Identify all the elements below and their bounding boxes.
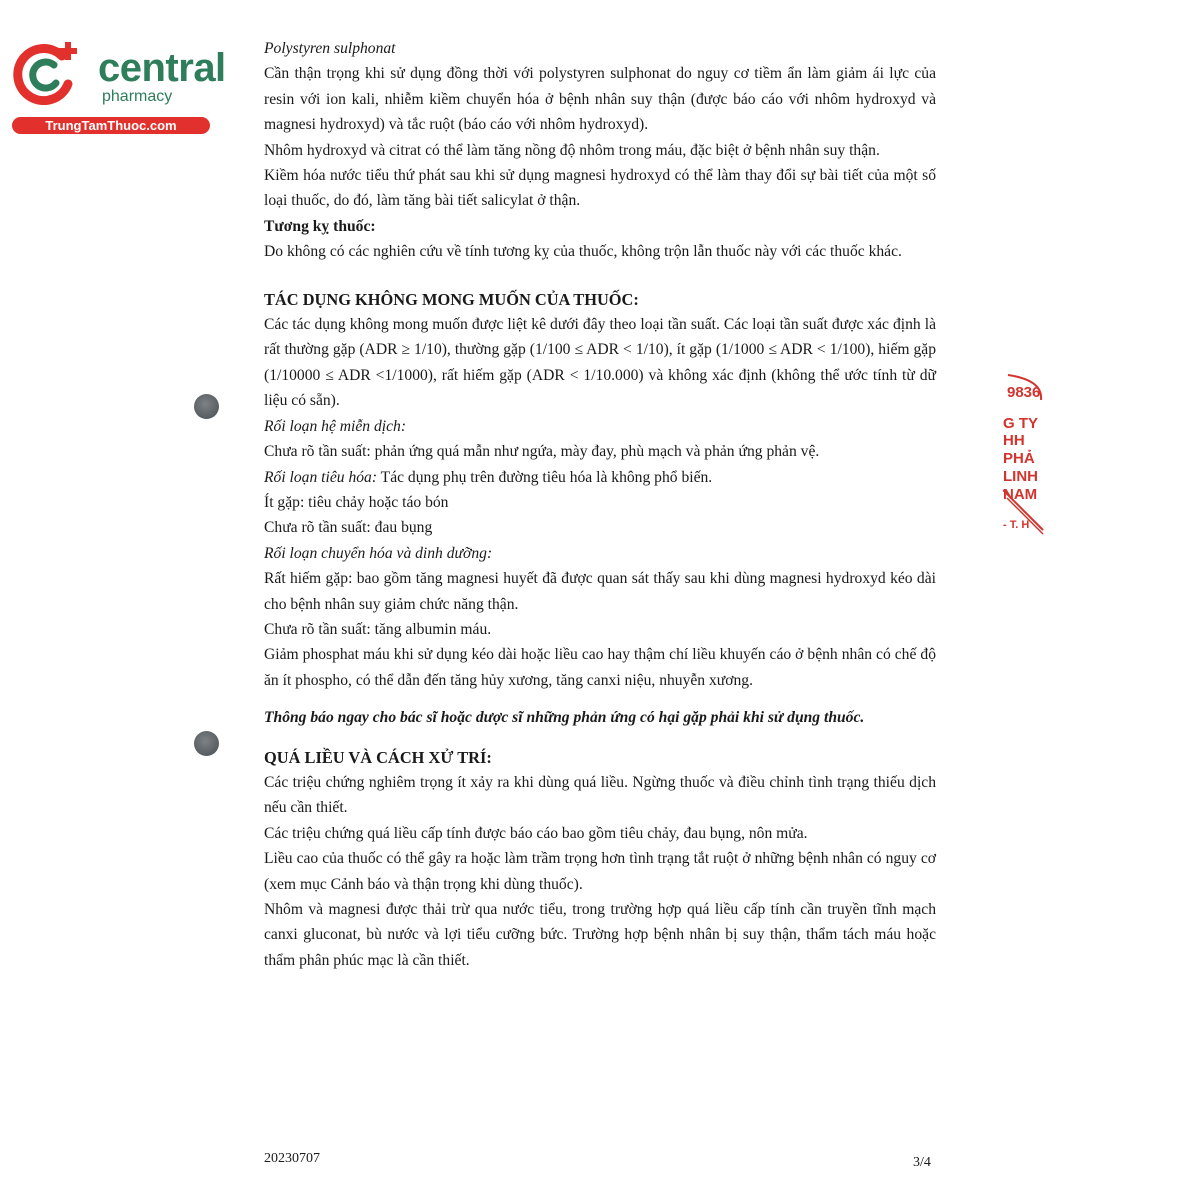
overdose-heading: QUÁ LIỀU VÀ CÁCH XỬ TRÍ: — [264, 747, 492, 767]
overdose-paragraph-4: Nhôm và magnesi được thải trừ qua nước tiểu, trong trường hợp quá liều cấp tính cần truyền tĩnh mạch canxi gluconat, bù nước và lợi tiểu cưỡng bức. Trường hợp bệnh nhân bị suy thận, thẩm tách máu hoặc thẩm phân phúc mạc là cần thiết. — [264, 901, 936, 969]
polystyren-paragraph-3: Kiềm hóa nước tiểu thứ phát sau khi sử dụng magnesi hydroxyd có thể làm thay đổi sự bài tiết của một số loại thuốc, do đó, làm tăng bài tiết salicylat ở thận. — [264, 167, 936, 210]
page-number: 3/4 — [913, 1155, 931, 1170]
gi-disorders-line — [264, 465, 936, 490]
stamp-line-5: LINH — [1003, 468, 1038, 485]
document-body — [264, 36, 936, 973]
gi-disorders-text: Tác dụng phụ trên đường tiêu hóa là không phổ biến. — [377, 468, 713, 486]
adverse-effects-intro: Các tác dụng không mong muốn được liệt kê dưới đây theo loại tần suất. Các loại tần suất được xác định là rất thường gặp (ADR ≥ 1/10), thường gặp (1/100 ≤ ADR < 1/10), ít gặp (1/1000 ≤ ADR < 1/100), hiếm gặp (1/10000 ≤ ADR <1/1000), rất hiếm gặp (ADR < 1/10.000) và không xác định (không thể ước tính từ dữ liệu có sẵn). — [264, 316, 936, 410]
incompatibility-text: Do không có các nghiên cứu về tính tương kỵ của thuốc, không trộn lẫn thuốc này với các thuốc khác. — [264, 243, 902, 261]
immune-disorders-title: Rối loạn hệ miễn dịch: — [264, 417, 407, 435]
metabolism-phosphate: Giảm phosphat máu khi sử dụng kéo dài hoặc liều cao hay thậm chí liều khuyến cáo ở bệnh nhân có chế độ ăn ít phospho, có thể dẫn đến tăng hủy xương, tăng canxi niệu, nhuyễn xương. — [264, 646, 936, 689]
stamp-line-6: NAM — [1003, 486, 1038, 503]
gi-uncommon: Ít gặp: tiêu chảy hoặc táo bón — [264, 493, 449, 511]
adverse-effects-heading: TÁC DỤNG KHÔNG MONG MUỐN CỦA THUỐC: — [264, 289, 639, 309]
stamp-line-2: G TY — [1003, 415, 1039, 432]
logo-url-badge[interactable]: TrungTamThuoc.com — [12, 117, 210, 134]
central-pharmacy-logo-icon — [10, 38, 82, 110]
polystyren-paragraph-2: Nhôm hydroxyd và citrat có thể làm tăng nồng độ nhôm trong máu, đặc biệt ở bệnh nhân suy thận. — [264, 141, 880, 159]
document-code: 20230707 — [264, 1151, 320, 1166]
stamp-line-7: - T. H — [1003, 519, 1030, 531]
overdose-paragraph-3: Liều cao của thuốc có thể gây ra hoặc làm trầm trọng hơn tình trạng tắt ruột ở những bệnh nhân có nguy cơ (xem mục Cảnh báo và thận trọng khi dùng thuốc). — [264, 850, 936, 893]
gi-unknown: Chưa rõ tần suất: đau bụng — [264, 519, 433, 537]
binder-hole-bottom — [194, 731, 219, 756]
adverse-notice: Thông báo ngay cho bác sĩ hoặc dược sĩ những phản ứng có hại gặp phải khi sử dụng thuốc. — [264, 709, 865, 727]
pharmacy-logo[interactable] — [10, 38, 226, 138]
metabolism-disorders-title: Rối loạn chuyển hóa và dinh dưỡng: — [264, 544, 493, 562]
metabolism-unknown: Chưa rõ tần suất: tăng albumin máu. — [264, 620, 492, 638]
stamp-line-3: HH — [1003, 432, 1025, 449]
metabolism-rare: Rất hiếm gặp: bao gồm tăng magnesi huyết đã được quan sát thấy sau khi dùng magnesi hydroxyd kéo dài cho bệnh nhân suy giảm chức năng thận. — [264, 570, 936, 613]
overdose-paragraph-1: Các triệu chứng nghiêm trọng ít xảy ra khi dùng quá liều. Ngừng thuốc và điều chỉnh tình trạng thiếu dịch nếu cần thiết. — [264, 773, 936, 817]
overdose-paragraph-2: Các triệu chứng quá liều cấp tính được báo cáo bao gồm tiêu chảy, đau bụng, nôn mửa. — [264, 824, 808, 842]
binder-hole-top — [194, 394, 219, 419]
incompatibility-title: Tương kỵ thuốc: — [264, 217, 376, 235]
polystyren-title: Polystyren sulphonat — [264, 40, 396, 57]
gi-disorders-title: Rối loạn tiêu hóa: — [264, 468, 378, 486]
stamp-line-1: 9836 — [1007, 384, 1041, 401]
logo-name: central — [98, 46, 226, 90]
logo-subtitle: pharmacy — [102, 88, 173, 105]
stamp-line-4: PHẢ — [1003, 450, 1035, 467]
polystyren-paragraph-1: Cần thận trọng khi sử dụng đồng thời với polystyren sulphonat do nguy cơ tiềm ẩn làm giảm ái lực của resin với ion kali, nhiễm kiềm chuyển hóa ở bệnh nhân suy thận (được báo cáo với nhôm hydroxyd và magnesi hydroxyd) và tắc ruột (báo cáo với nhôm hydroxyd). — [264, 65, 936, 134]
company-stamp — [1003, 370, 1073, 545]
immune-disorders-text: Chưa rõ tần suất: phản ứng quá mẫn như ngứa, mày đay, phù mạch và phản ứng phản vệ. — [264, 443, 820, 461]
